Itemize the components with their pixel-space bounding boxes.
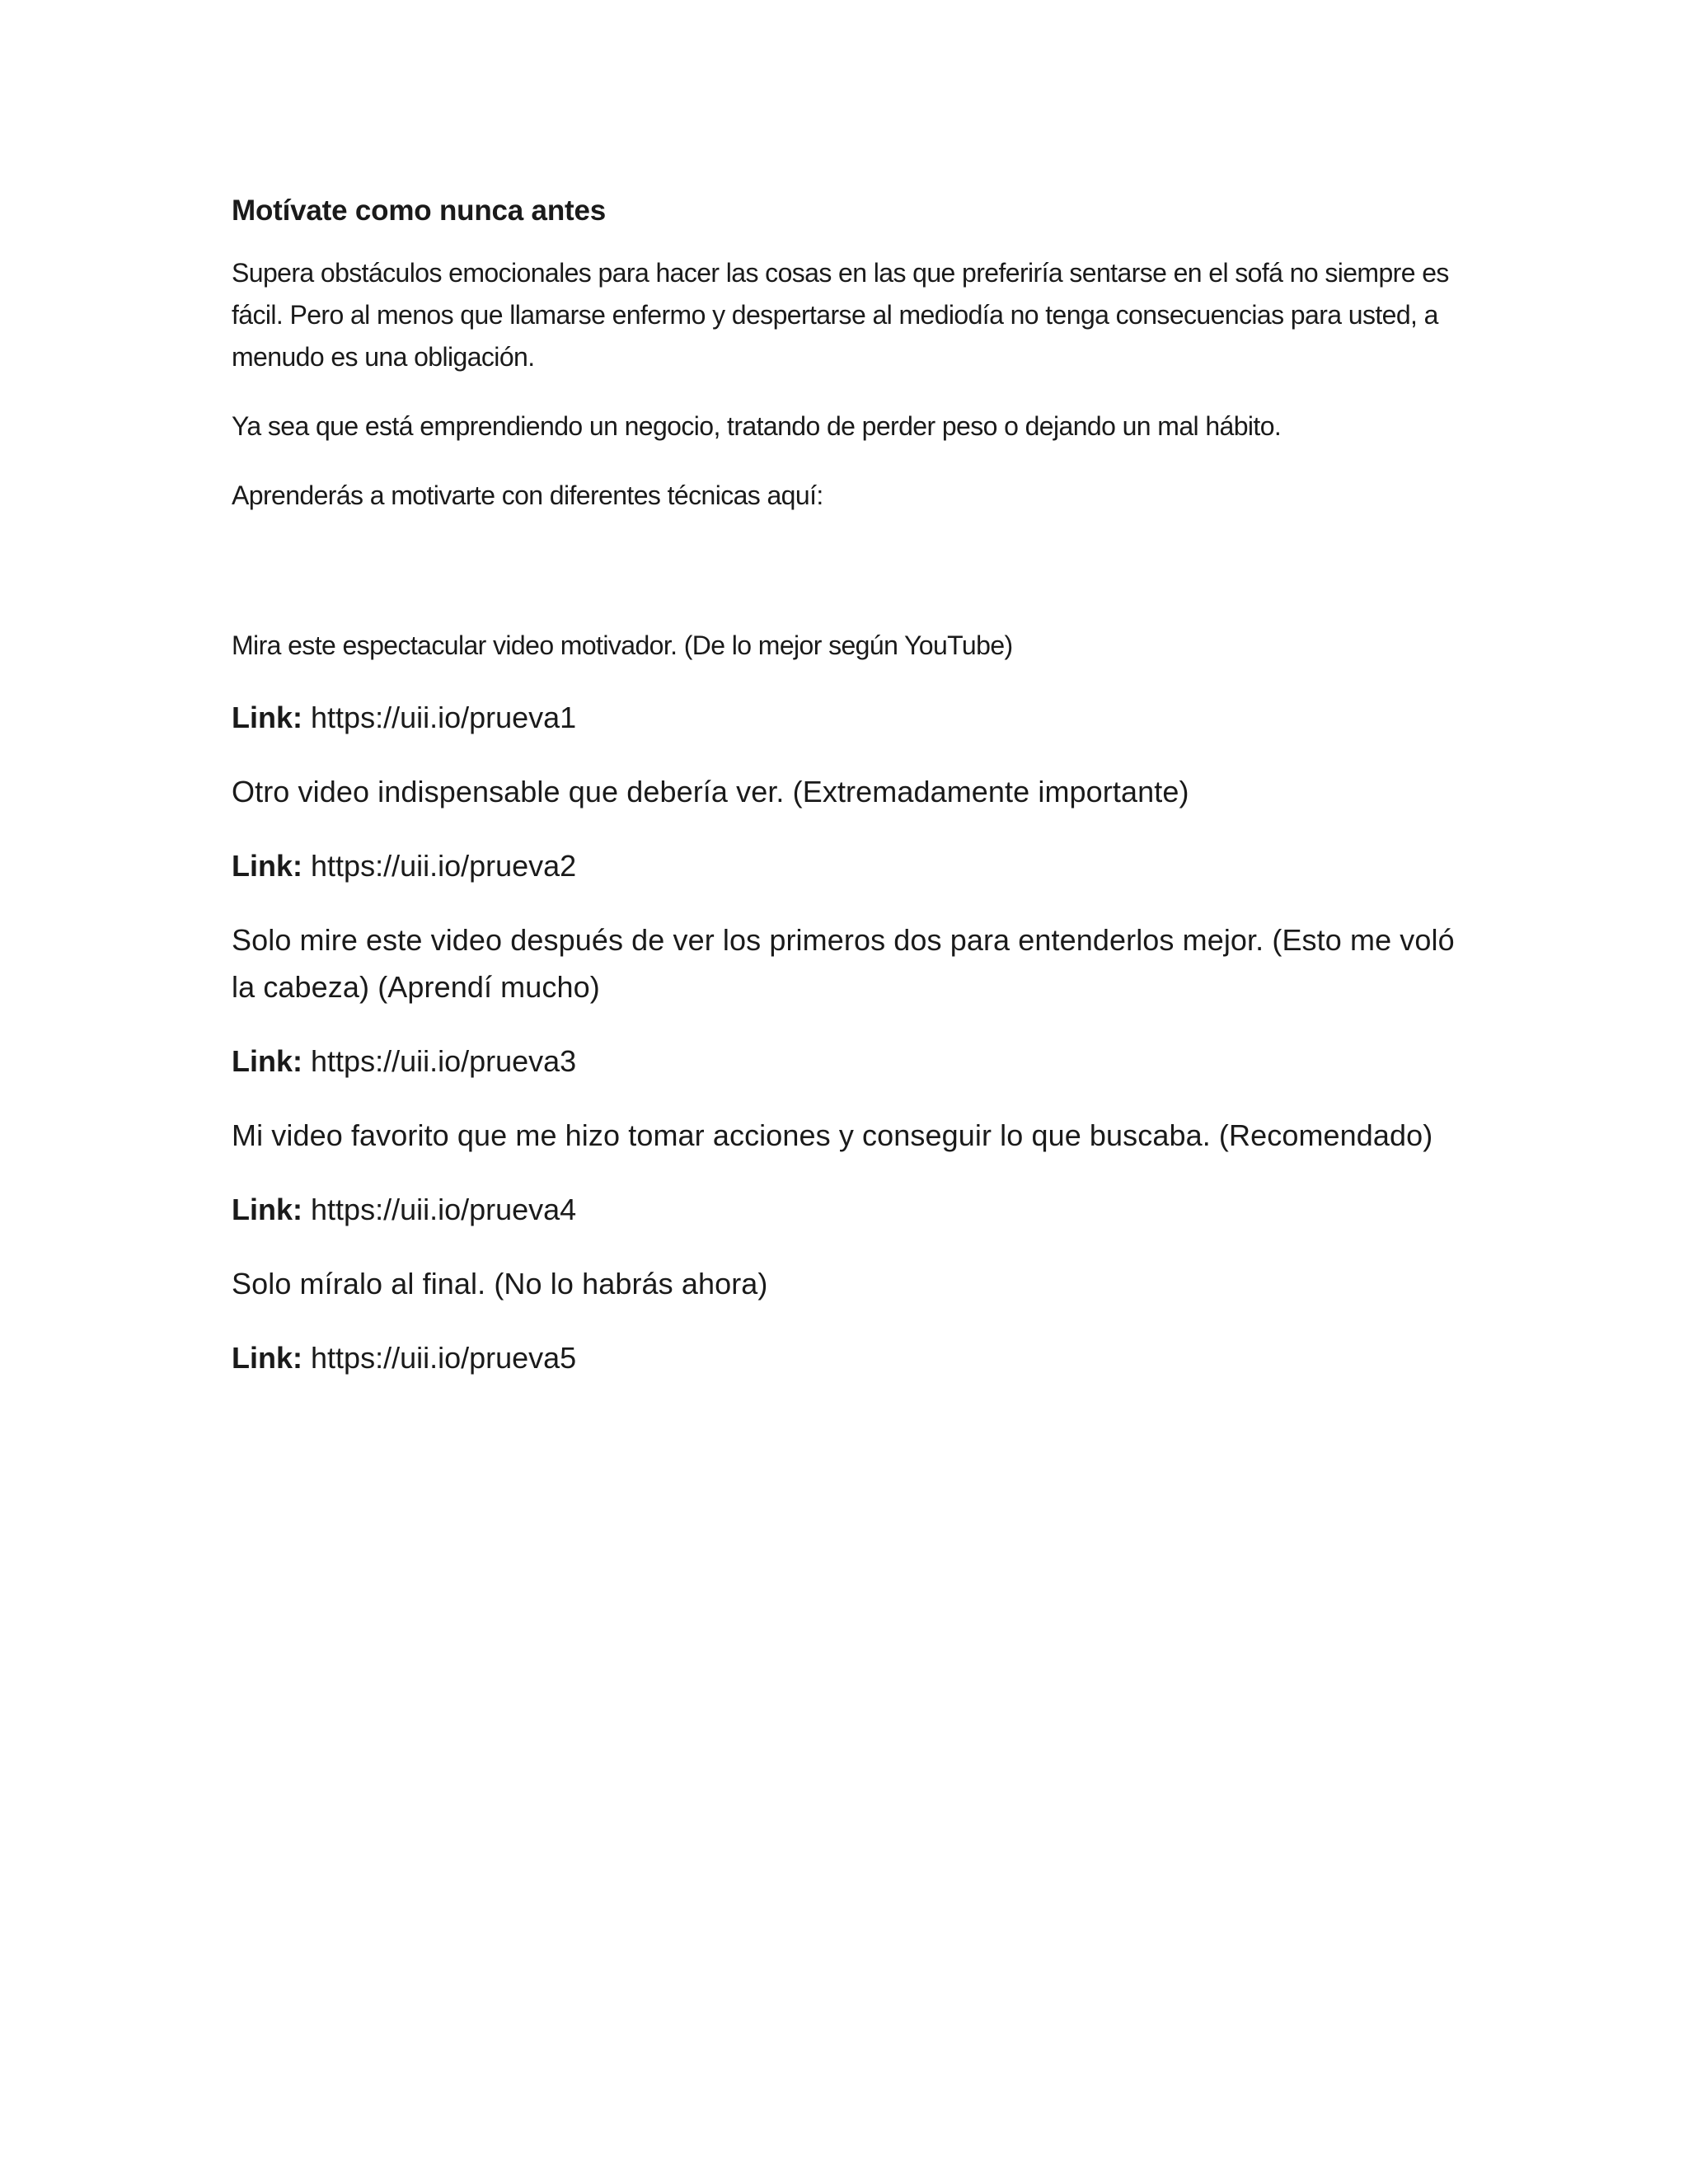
link-label: Link: [232, 701, 302, 734]
video-description: Otro video indispensable que debería ver. (Extremadamente importante) [232, 775, 1189, 808]
video-link-url[interactable]: https://uii.io/prueva1 [311, 701, 577, 734]
link-label: Link: [232, 1044, 302, 1078]
intro-paragraph: Supera obstáculos emocionales para hacer las cosas en las que preferiría sentarse en el sofá no siempre es fácil. Pero al menos que llamarse enfermo y despertarse al mediodía no tenga consecuencias para usted, a menudo es una obligación. [232, 258, 1449, 372]
video-description: Solo míralo al final. (No lo habrás ahora) [232, 1267, 768, 1301]
video-link-line [232, 694, 1468, 741]
blank-space [232, 544, 1468, 625]
document-title: Motívate como nunca antes [232, 194, 606, 227]
intro-paragraph: Ya sea que está emprendiendo un negocio, tratando de perder peso o dejando un mal hábito. [232, 411, 1282, 441]
video-link-url[interactable]: https://uii.io/prueva3 [311, 1044, 577, 1078]
link-label: Link: [232, 1341, 302, 1375]
video-link-line [232, 1038, 1468, 1085]
document-body [232, 191, 1468, 1408]
video-link-line [232, 1334, 1468, 1381]
video-link-url[interactable]: https://uii.io/prueva2 [311, 849, 577, 883]
video-link-url[interactable]: https://uii.io/prueva5 [311, 1341, 577, 1375]
video-link-url[interactable]: https://uii.io/prueva4 [311, 1193, 577, 1226]
video-description: Mira este espectacular video motivador. (De lo mejor según YouTube) [232, 630, 1013, 660]
link-label: Link: [232, 849, 302, 883]
video-link-line [232, 1186, 1468, 1233]
video-description: Mi video favorito que me hizo tomar acciones y conseguir lo que buscaba. (Recomendado) [232, 1118, 1433, 1152]
video-link-line [232, 842, 1468, 889]
intro-paragraph: Aprenderás a motivarte con diferentes técnicas aquí: [232, 480, 823, 510]
video-description: Solo mire este video después de ver los primeros dos para entenderlos mejor. (Esto me voló la cabeza) (Aprendí mucho) [232, 923, 1455, 1004]
link-label: Link: [232, 1193, 302, 1226]
